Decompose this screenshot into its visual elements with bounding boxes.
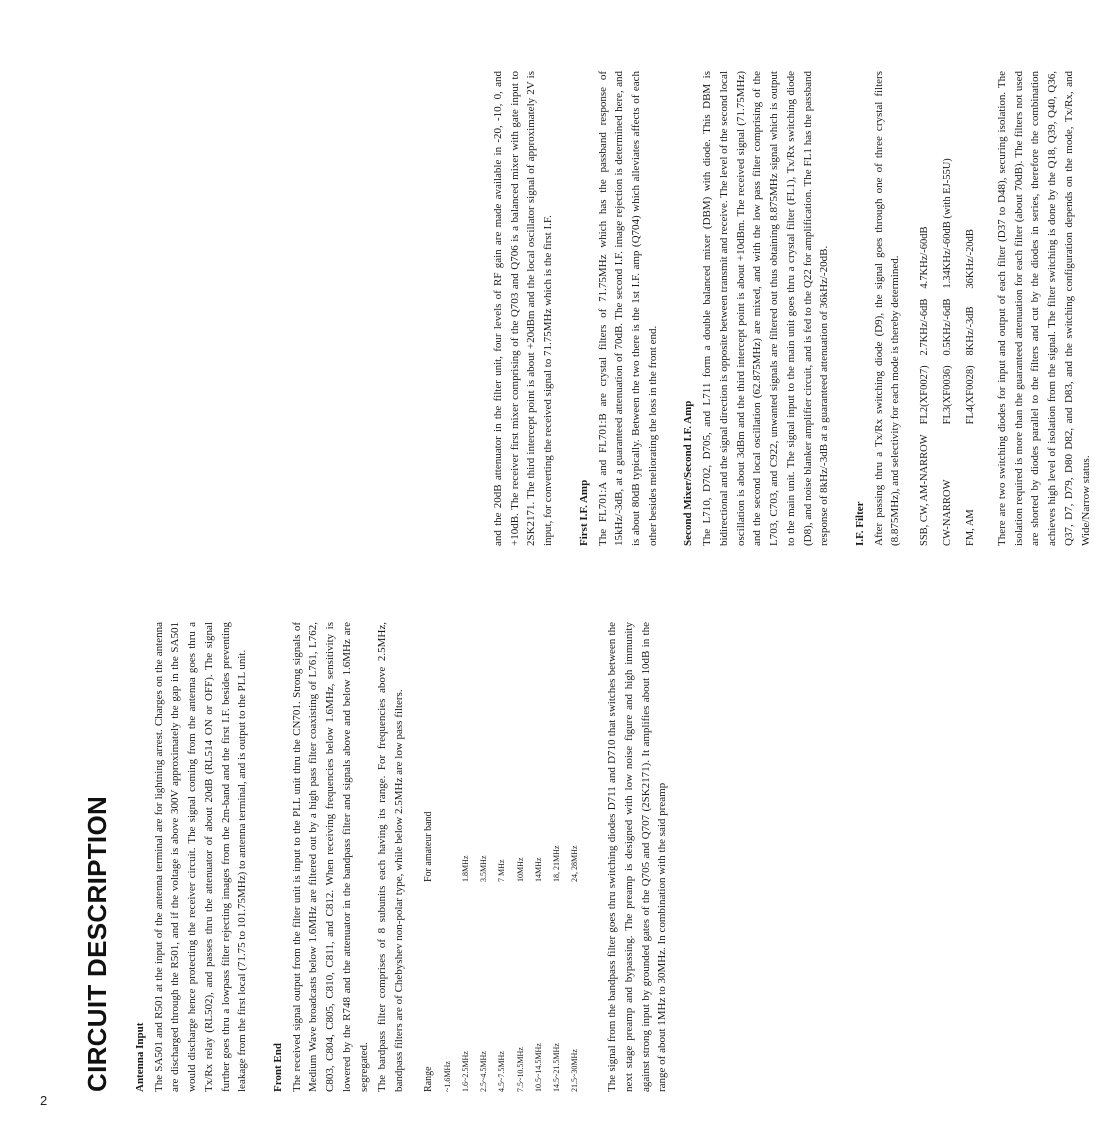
left-column [132,622,673,1092]
front-end-paragraph-2: The bardpass filter comprises of 8 subunits each having its range. For frequencies above 2.5MHz, bandpass filters are of Chebyshev non-polar type, while below 2.5MHz are low pass filters. [376,622,406,1092]
table-row [439,811,457,1092]
table-row [530,811,548,1092]
table-row [475,811,493,1092]
first-if-text: The FL701:A and FL701:B are crystal filters of 71.75MHz which has the passband response of 15kHz/-3dB, at a guaranteed attenuation of 70dB. The second I.F. image rejection is determined here, and is about 80dB typically. Between the two there is the 1st I.F. amp (Q704) which alleviates affects of each other besides meliorating the loss in the front end. [596,71,659,546]
second-mixer-heading: Second Mixer/Second I.F. Amp [682,400,695,546]
table-row [566,811,584,1092]
band-cell: 3.5MHz [479,855,489,882]
band-cell: 24, 28MHz [570,845,580,882]
filter-part: FL2(XF0027) [919,365,931,425]
page-number: 2 [40,1093,48,1108]
band-cell: 14MHz [533,857,543,882]
range-cell: ~1.6MHz [442,1061,452,1092]
range-cell: 4.5~7.5MHz [497,1051,507,1092]
range-cell: 1.6~2.5MHz [461,1051,471,1092]
antenna-input-heading: Antenna Input [134,1022,146,1092]
front-end-paragraph-1: The received signal output from the filter unit is input to the PLL unit thru the CN701. Strong signals of Medium Wave broadcasts below 1.6MHz are filtered out by a high pass filter coaxisting of L761, L762, C803, C804, C805, C810, C811, and C812. When receiving frequencies below 1.6MHz, sensitivity is lowered by the R748 and the attenuator in the bandpass filter and signals above and below 1.6MHz are segregated. [290,622,370,1092]
filter-attenuation: 36KHz/-20dB [965,229,976,289]
page-title: CIRCUIT DESCRIPTION [82,795,112,1092]
antenna-input-text: The SA501 and R501 at the input of the antenna terminal are for lightning arrest. Charges on the antenna are discharged through the R501, and if the voltage is above 300V approximately the gap in the SA501 would discharge hence protecting the receiver circuit. The signal coming from the antenna goes thru a Tx/Rx relay (RL502), and passes thru the attenuator of about 20dB (RL514 ON or OFF). The signal further goes thru a lowpass filter rejecting images from the 2m-band and the first I.F. besides preventing leakage from the first local (71.75 to 101.75MHz) to antenna terminal, and is output to the PLL unit. [152,622,249,1092]
band-cell: 10MHz [515,857,525,882]
range-cell: 2.5~4.5MHz [479,1051,489,1092]
right-column [490,71,1096,546]
band-cell: 1.8MHz [461,855,471,882]
filter-attenuation: 4.7KHz/-60dB [919,226,931,289]
table-row [493,811,511,1092]
band-cell: 18, 21MHz [551,845,561,882]
second-mixer-text: The L710, D702, D705, and L711 form a double balanced mixer (DBM) with diode. This DBM is bidirectional and the signal direction is opposite between transmit and receive. The level of the second local oscillation is about 3dBm and the third intercept point is about +10dBm. The received signal (71.75MHz) and the second local oscillation (62.875MHz) are mixed, and with the low pass filter comprising of the L703, C703, and C922, unwanted signals are filtered out thus obtaining 8.875MHz signal which is output to the main unit. The signal input to the main unit goes thru a crystal filter (FL1), Tx/Rx switching diode (D8), and noise blanker amplifier circuit, and is fed to the Q22 for amplification. The FL1 has the passband response of 8kHz/-3dB at a guaranteed attenuation of 36kHz/-20dB. [701,71,831,546]
if-filter-table [916,148,980,546]
filter-part: FL3(XF0036) [942,365,954,425]
band-cell [439,811,457,882]
table-row [934,148,957,546]
filter-passband: 2.7KHz/-6dB [919,298,931,356]
filter-mode: SSB, CW, AM-NARROW [919,434,931,546]
bandpass-range-table [418,811,584,1092]
range-cell: 21.5~30MHz [570,1049,580,1092]
table-row [512,811,530,1092]
first-if-heading: First I.F. Amp [577,479,590,546]
band-header: For amateur band [422,811,434,882]
range-cell: 7.5~10.5MHz [515,1047,525,1092]
filter-passband: 8KHz/-3dB [965,306,976,356]
table-row [457,811,475,1092]
front-end-heading: Front End [272,1042,285,1092]
filter-mode: CW-NARROW [942,479,954,546]
continued-paragraph: and the 20dB attenuator in the filter unit, four levels of RF gain are made available in -20, -10, 0, and +10dB. The receiver first mixer comprising of the Q703 and Q706 is a balanced mixer with gate input to 2SK2171. The third intercept point is about +20dBm and the local oscillator signal of approximately 2V is input, for converting the received signal to 71.75MHz which is the first I.F. [492,71,555,546]
filter-mode: FM, AM [965,509,976,546]
front-end-paragraph-3: The signal from the bandpass filter goes thru switching diodes D711 and D710 that switches between the next stage preamp and bypassing. The preamp is designed with low noise figure and high immunity against strong input by grounded gates of the Q705 and Q707 (2SK2171). It amplifies about 10dB in the range of about 1MHz to 30MHz. In combination with the said preamp [606,622,669,1092]
table-row [548,811,566,1092]
range-cell: 10.5~14.5MHz [533,1043,543,1092]
band-cell: 7 MHz [497,859,507,882]
if-filter-intro: After passing thru a Tx/Rx switching diode (D9), the signal goes through one of three crystal filters (8.875MHz), and selectivity for each mode is thereby determined. [872,71,902,546]
range-cell: 14.5~21.5MHz [551,1043,561,1092]
filter-attenuation: 1.34KHz/-60dB (with EJ-55U) [942,158,954,289]
table-row [916,148,934,546]
range-header: Range [422,1066,434,1092]
if-filter-heading: I.F. Filter [853,501,866,546]
filter-part: FL4(XF0028) [965,365,976,425]
if-filter-paragraph-2: There are two switching diodes for input and output of each filter (D37 to D48), securing isolation. The isolation required is more than the guaranteed attenuation for each filter (about 70dB). The filters not used are shorted by diodes parallel to the filters and cut by the diodes in series, therefore the combination achieves high level of isolation from the signal. The filter switching is done by the Q18, Q39, Q40, Q36, Q37, D7, D79, D80 D82, and D83, and the switching configuration depends on the mode, Tx/Rx, and Wide/Narrow status. [995,71,1092,546]
filter-passband: 0.5KHz/-6dB [942,298,954,356]
table-row [957,148,980,546]
